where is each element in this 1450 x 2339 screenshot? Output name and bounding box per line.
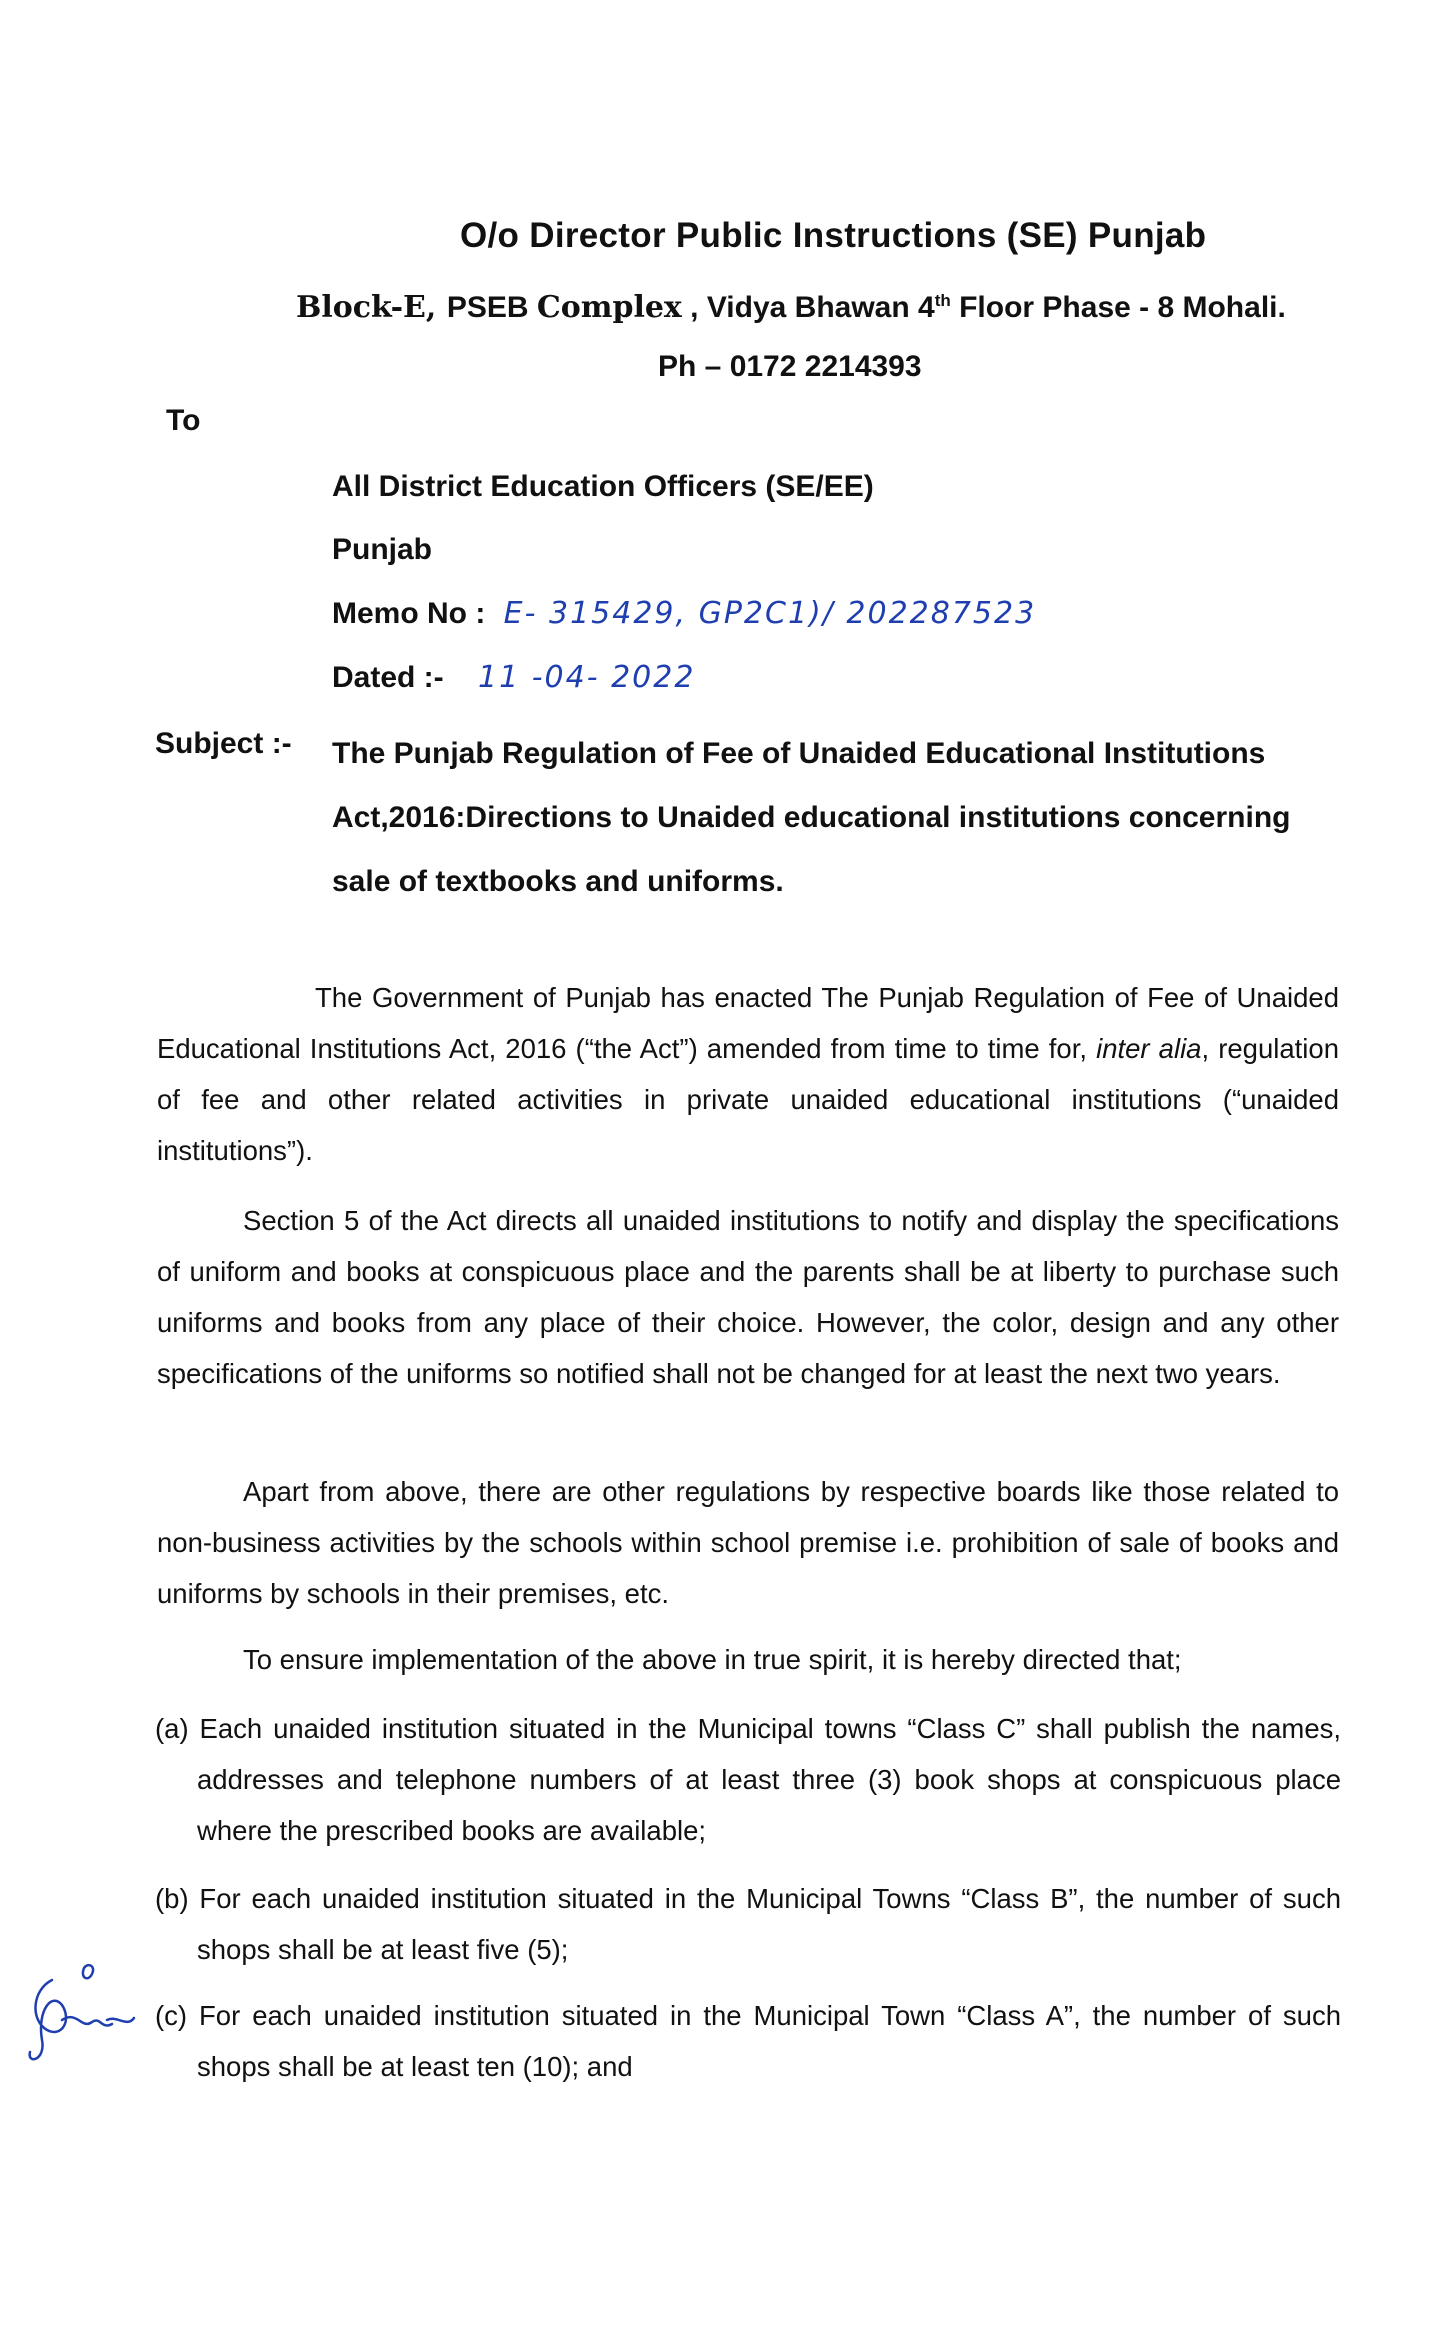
- paragraph-3: Apart from above, there are other regulations by respective boards like those related to non-business activities by the schools within school premise i.e. prohibition of sale of books and uniforms by schools in their premises, etc.: [157, 1476, 1339, 1609]
- paragraph-1-text-a: The Government of Punjab has enacted The Punjab Regulation of Fee of Unaided Educational Institutions Act, 2016 (“the Act”) amended from time to time for,: [157, 982, 1339, 1064]
- address-rest: , Vidya Bhawan 4: [681, 291, 935, 324]
- subject-label: Subject :-: [155, 727, 292, 760]
- subject-text: The Punjab Regulation of Fee of Unaided Educational Institutions Act,2016:Directions to Unaided educational institutions concerning sale of textbooks and uniforms.: [332, 737, 1291, 898]
- address-end: Floor Phase - 8 Mohali.: [950, 291, 1286, 324]
- address-superscript: th: [934, 291, 951, 310]
- paragraph-4: To ensure implementation of the above in true spirit, it is hereby directed that;: [243, 1644, 1182, 1675]
- list-item-a: (a) Each unaided institution situated in the Municipal towns “Class C” shall publish the names, addresses and telephone numbers of at least three (3) book shops at conspicuous place where the prescribed books are available;: [155, 1713, 1341, 1846]
- list-item-b: (b) For each unaided institution situated in the Municipal Towns “Class B”, the number of such shops shall be at least five (5);: [155, 1883, 1341, 1965]
- address-complex: Complex: [536, 290, 682, 325]
- dated-line: [332, 660, 695, 695]
- to-label: To: [166, 404, 201, 437]
- dated-label: Dated :-: [332, 661, 444, 694]
- handwritten-signature-icon: [22, 1960, 142, 2075]
- memo-value-handwritten: E- 315429, GP2C1)/ 202287523: [503, 596, 1037, 631]
- list-item-c: (c) For each unaided institution situated in the Municipal Town “Class A”, the number of such shops shall be at least ten (10); and: [155, 2000, 1341, 2082]
- paragraph-1: [157, 972, 1339, 1176]
- memo-label: Memo No :: [332, 597, 486, 630]
- paragraph-1-italic: inter alia: [1096, 1033, 1202, 1064]
- address-block: Block-E,: [296, 290, 447, 325]
- office-address: [296, 290, 1286, 325]
- address-pseb: PSEB: [446, 291, 537, 324]
- recipient-line1: All District Education Officers (SE/EE): [332, 470, 874, 503]
- paragraph-1-text-b: , regulation of fee and other related activities in private unaided educational institutions (“unaided institutions”).: [157, 1033, 1339, 1166]
- memo-line: [332, 596, 1036, 631]
- office-phone: Ph – 0172 2214393: [658, 350, 922, 383]
- dated-value-handwritten: 11 -04- 2022: [478, 660, 696, 695]
- recipient-line2: Punjab: [332, 533, 433, 566]
- office-title: O/o Director Public Instructions (SE) Punjab: [460, 216, 1207, 255]
- paragraph-2: Section 5 of the Act directs all unaided institutions to notify and display the specifications of uniform and books at conspicuous place and the parents shall be at liberty to purchase such uniforms and books from any place of their choice. However, the color, design and any other specifications of the uniforms so notified shall not be changed for at least the next two years.: [157, 1205, 1339, 1389]
